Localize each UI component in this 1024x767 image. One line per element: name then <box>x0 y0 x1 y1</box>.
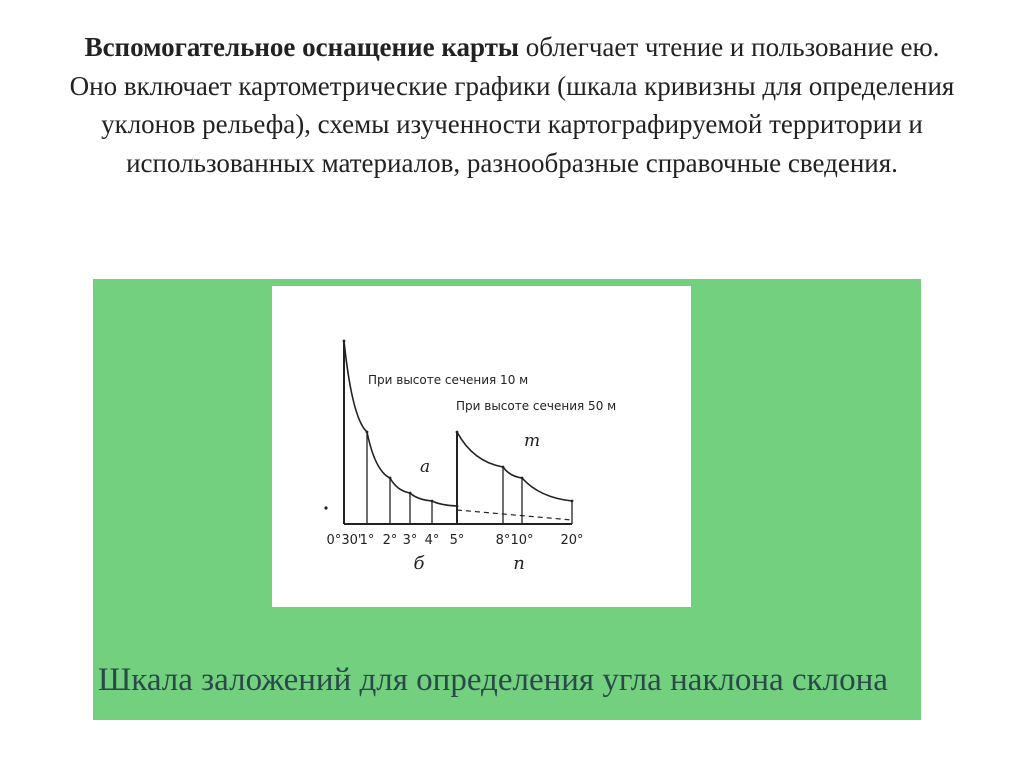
data-point <box>456 431 459 434</box>
x-tick-label: 0°30' <box>326 533 362 548</box>
axis-dot <box>324 506 327 509</box>
data-point <box>343 340 346 343</box>
data-point <box>389 477 392 480</box>
chart-figure <box>272 286 691 607</box>
x-tick-label: 10° <box>510 533 534 548</box>
curve-10m <box>344 341 457 506</box>
data-point <box>366 431 369 434</box>
x-tick-label: 5° <box>449 533 465 548</box>
x-tick-label: 2° <box>382 533 398 548</box>
curve-label-m: m <box>524 431 541 451</box>
curve-label-a: а <box>420 457 431 477</box>
data-point <box>431 500 434 503</box>
chart-svg <box>272 286 691 607</box>
data-point <box>409 492 412 495</box>
group-label-b: б <box>413 553 425 574</box>
intro-text: облегчает чтение и пользование ею. Оно включает картометрические графики (шкала кривизны для определения уклонов рельефа), схемы изученности картографируемой территории и использованных материалов, разнообразные справочные сведения. <box>69 32 955 178</box>
x-tick-label: 3° <box>402 533 418 548</box>
dashed-guide <box>457 510 572 520</box>
figure-caption: Шкала заложений для определения угла наклона склона <box>98 662 888 698</box>
x-tick-label: 4° <box>424 533 440 548</box>
intro-bold-term: Вспомогательное оснащение карты <box>84 32 519 62</box>
series-name-10m: При высоте сечения 10 м <box>368 373 529 387</box>
data-point <box>502 466 505 469</box>
x-tick-label: 8° <box>495 533 511 548</box>
data-point <box>521 477 524 480</box>
series-name-50m: При высоте сечения 50 м <box>456 399 617 413</box>
intro-paragraph <box>60 28 964 182</box>
curve-50m <box>457 432 572 501</box>
x-tick-label: 1° <box>359 533 375 548</box>
group-label-n: n <box>513 553 525 574</box>
data-point <box>571 500 574 503</box>
x-tick-label: 20° <box>560 533 584 548</box>
